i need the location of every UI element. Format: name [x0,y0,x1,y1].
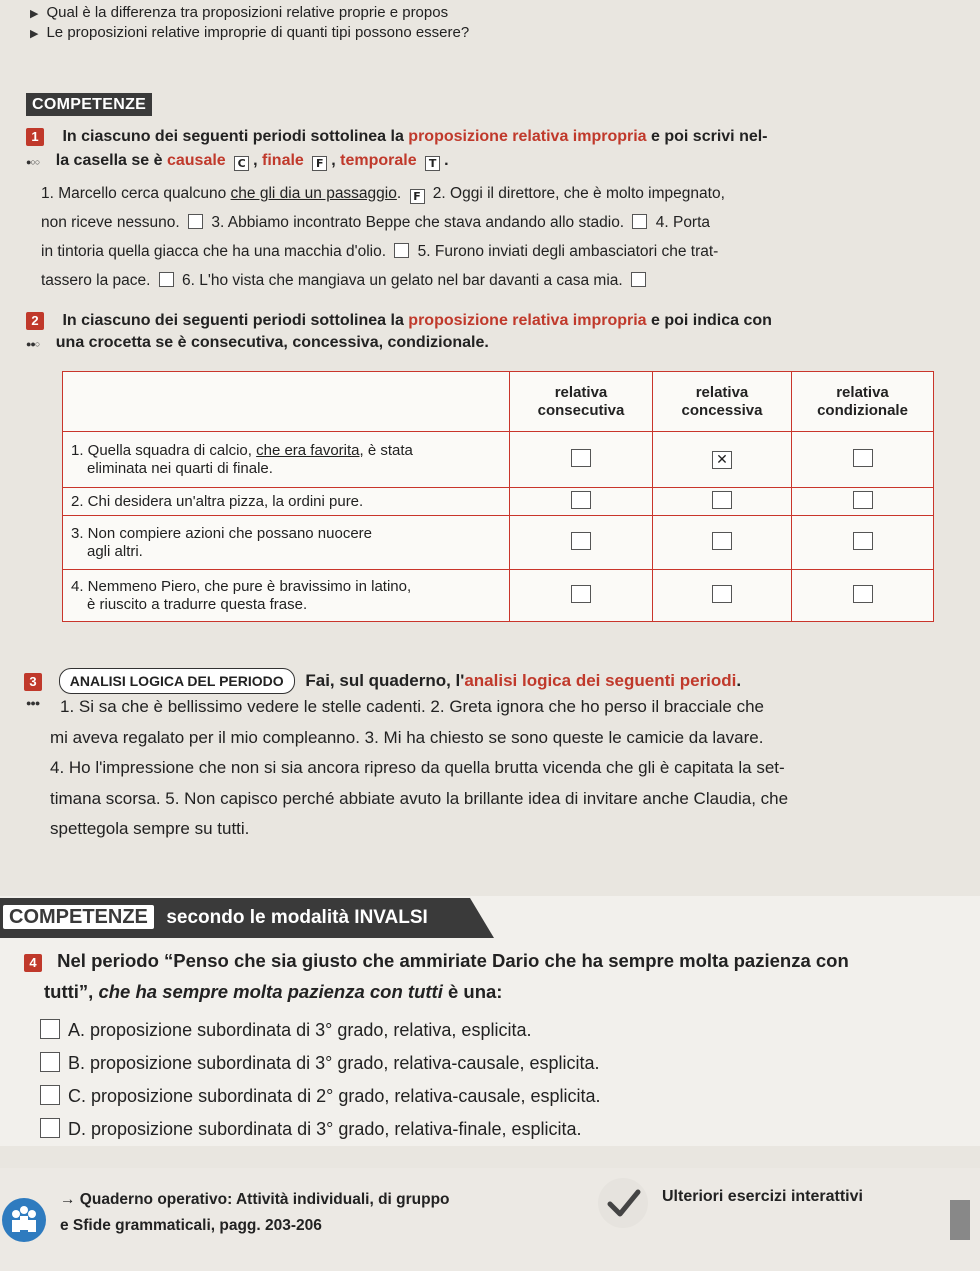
exercise-4-question: 4 Nel periodo “Penso che sia giusto che ammiriate Dario che ha sempre molta pazienza con [24,944,964,977]
table-row [63,488,934,516]
option-d[interactable]: D. proposizione subordinata di 3° grado, relativa-finale, esplicita. [40,1113,601,1146]
bullet-icon: ▶ [30,8,39,20]
checkbox-condizionale[interactable] [853,449,873,467]
exercise-1-heading: 1 In ciascuno dei seguenti periodi sottolinea la proposizione relativa impropria e poi scrivi nel- [26,126,956,148]
row-sentence: 3. Non compiere azioni che possano nuocere agli altri. [63,516,510,570]
exercise-3-text: 1. Si sa che è bellissimo vedere le stelle cadenti. 2. Greta ignora che ho perso il bracciale che mi aveva regalato per il mio compleanno. 3. Mi ha chiesto se sono queste le camicie da lavare. 4. Ho l'impressione che non si sia ancora ripreso da quella brutta vicenda che gli è capitata la set- timana scorsa. 5. Non capisco perché abbiate avuto la brillante idea di invitare anche Claudia, che spettegola sempre su tutti. [50,697,789,838]
checkbox-consecutiva[interactable] [571,449,591,467]
checkbox-consecutiva[interactable] [571,491,591,509]
analisi-logica-pill: ANALISI LOGICA DEL PERIODO [59,668,295,694]
review-question-2: ▶ Le proposizioni relative improprie di quanti tipi possono essere? [30,24,470,41]
option-checkbox[interactable] [40,1085,60,1105]
exercise-4 [24,944,964,1007]
bookmark-icon [950,1200,970,1240]
table-header-row [63,372,934,432]
exercise-2-heading-line2: ●●○ una crocetta se è consecutiva, concessiva, condizionale. [26,334,489,351]
option-checkbox[interactable] [40,1052,60,1072]
checkbox-concessiva[interactable]: ✕ [712,451,732,469]
checkbox-concessiva[interactable] [712,532,732,550]
table-header-empty [63,372,510,432]
answer-box[interactable]: F [410,189,425,204]
checkbox-condizionale[interactable] [853,585,873,603]
exercise-2 [26,310,956,355]
answer-box[interactable] [632,214,647,229]
checkbox-concessiva[interactable] [712,491,732,509]
column-header-concessiva: relativa concessiva [653,372,792,432]
checkbox-consecutiva[interactable] [571,532,591,550]
checkbox-condizionale[interactable] [853,532,873,550]
competenze-badge: COMPETENZE [26,93,152,116]
exercise-2-heading: 2 In ciascuno dei seguenti periodi sottolinea la proposizione relativa impropria e poi indica con [26,310,956,332]
table-row [63,570,934,622]
exercise-1-line: in tintoria quella giacca che ha una macchia d'olio. 5. Furono inviati degli ambasciatori che trat- [41,243,719,260]
review-question-1: ▶ Qual è la differenza tra proposizioni relative proprie e propos [30,4,449,21]
exercise-4-options [40,1014,601,1146]
option-a[interactable]: A. proposizione subordinata di 3° grado, relativa, esplicita. [40,1014,601,1047]
invalsi-header: COMPETENZE secondo le modalità INVALSI [3,906,428,929]
difficulty-dots-icon: ●○○ [26,157,40,167]
exercise-2-table [62,371,934,622]
footer-references: → Quaderno operativo: Attività individuali, di gruppo e Sfide grammaticali, pagg. 203-206 [60,1191,450,1234]
exercise-4-question-line2: tutti”, che ha sempre molta pazienza con tutti è una: [44,981,503,1002]
row-sentence: 2. Chi desidera un'altra pizza, la ordini pure. [63,488,510,516]
exercise-1-line: non riceve nessuno. 3. Abbiamo incontrato Beppe che stava andando allo stadio. 4. Porta [41,214,711,231]
exercise-3-heading: 3 ANALISI LOGICA DEL PERIODO Fai, sul quaderno, l'analisi logica dei seguenti periodi. [24,668,954,694]
column-header-condizionale: relativa condizionale [792,372,934,432]
checkbox-concessiva[interactable] [712,585,732,603]
exercise-1-heading-line2: ●○○ la casella se è causale C , finale F , temporale T . [26,152,449,170]
exercise-number: 3 [24,673,42,691]
row-sentence: 1. Quella squadra di calcio, che era favorita, è stata eliminata nei quarti di finale. [63,432,510,488]
exercise-number: 1 [26,128,44,146]
column-header-consecutiva: relativa consecutiva [510,372,653,432]
exercise-3 [24,668,954,708]
group-people-icon [0,1196,48,1244]
row-sentence: 4. Nemmeno Piero, che pure è bravissimo in latino, è riuscito a tradurre questa frase. [63,570,510,622]
exercise-number: 4 [24,954,42,972]
answer-box[interactable] [631,272,646,287]
exercise-1-line: tassero la pace. 6. L'ho vista che mangiava un gelato nel bar davanti a casa mia. [41,266,956,295]
table-row [63,516,934,570]
option-checkbox[interactable] [40,1019,60,1039]
exercise-1-line: 1. Marcello cerca qualcuno che gli dia un passaggio. F 2. Oggi il direttore, che è molto impegnato, [41,185,725,203]
difficulty-dots-icon: ●●○ [26,339,40,349]
bullet-icon: ▶ [30,28,39,40]
difficulty-dots-icon: ●●● [26,698,40,708]
answer-box[interactable] [394,243,409,258]
checkbox-condizionale[interactable] [853,491,873,509]
option-checkbox[interactable] [40,1118,60,1138]
exercise-number: 2 [26,312,44,330]
option-c[interactable]: C. proposizione subordinata di 2° grado, relativa-causale, esplicita. [40,1080,601,1113]
checkbox-consecutiva[interactable] [571,585,591,603]
exercise-1 [26,126,956,295]
checkmark-icon [596,1176,650,1230]
answer-box[interactable] [188,214,203,229]
answer-box[interactable] [159,272,174,287]
table-row [63,432,934,488]
option-b[interactable]: B. proposizione subordinata di 3° grado, relativa-causale, esplicita. [40,1047,601,1080]
interactive-exercises-link[interactable]: Ulteriori esercizi interattivi [662,1188,863,1205]
